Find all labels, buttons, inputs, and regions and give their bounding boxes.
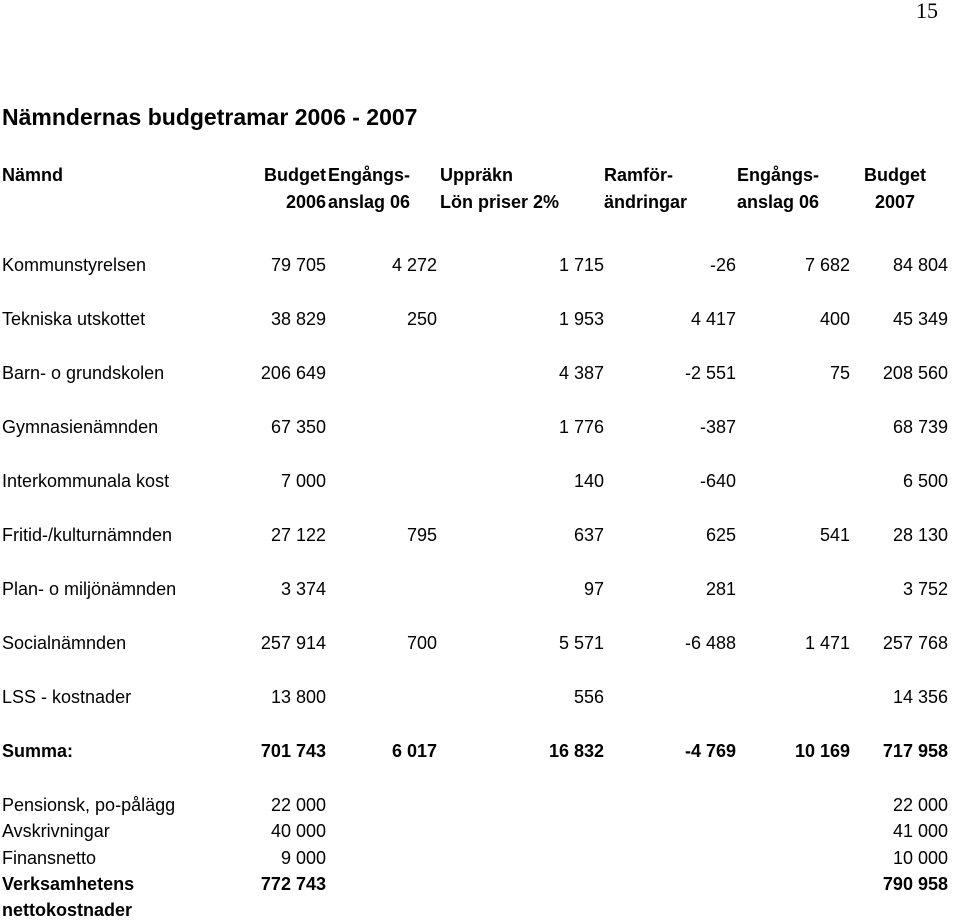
summa-row [0,740,960,762]
header-budget-2006: Budget 2006 [264,165,326,212]
budget-2007-value: 10 000 [892,848,948,868]
upprakning-value: 556 [573,687,604,707]
summa-ramforandring: -4 769 [684,741,736,761]
budget-2007-value: 3 752 [902,579,948,599]
budget-2006-value: 79 705 [270,255,326,275]
budget-2007-value: 257 768 [882,633,948,653]
table-row [0,578,960,600]
table-row [0,362,960,384]
row-name: Barn- o grundskolen [2,363,165,383]
summa-engangsanslag-2: 10 169 [794,741,850,761]
budget-2006-value: 13 800 [270,687,326,707]
verksamhet-budget-2007: 790 958 [882,874,948,894]
summa-engangsanslag: 6 017 [391,741,437,761]
budget-2007-value: 68 739 [892,417,948,437]
engangsanslag-value: 4 272 [391,255,437,275]
verksamhet-label-line2: nettokostnader [2,900,133,920]
upprakning-value: 140 [573,471,604,491]
verksamhet-row-line2 [0,899,960,921]
header-ramforandringar: Ramför- ändringar [604,165,688,212]
summa-budget-2006: 701 743 [260,741,326,761]
budget-2007-value: 41 000 [892,821,948,841]
table-row [0,416,960,438]
engangsanslag-value: 700 [406,633,437,653]
verksamhet-row [0,873,960,895]
budget-2006-value: 67 350 [270,417,326,437]
upprakning-value: 97 [583,579,604,599]
row-name: Kommunstyrelsen [2,255,147,275]
engangsanslag-value: 795 [406,525,437,545]
ramforandring-value: -2 551 [684,363,736,383]
row-name: Socialnämnden [2,633,127,653]
upprakning-value: 637 [573,525,604,545]
engangsanslag-2-value: 7 682 [804,255,850,275]
row-name: Gymnasienämnden [2,417,159,437]
verksamhet-budget-2006: 772 743 [260,874,326,894]
summa-label: Summa: [2,741,74,761]
budget-2006-value: 27 122 [270,525,326,545]
ramforandring-value: 281 [705,579,736,599]
summa-upprakning: 16 832 [548,741,604,761]
budget-2006-value: 38 829 [270,309,326,329]
header-namnd: Nämnd [2,165,64,185]
budget-2006-value: 22 000 [270,795,326,815]
page-title: Nämndernas budgetramar 2006 - 2007 [2,104,418,130]
summa-budget-2007: 717 958 [882,741,948,761]
budget-2007-value: 28 130 [892,525,948,545]
engangsanslag-value: 250 [406,309,437,329]
table-row [0,308,960,330]
row-name: LSS - kostnader [2,687,132,707]
upprakning-value: 4 387 [558,363,604,383]
page-number: 15 [916,0,938,23]
footer-row [0,820,960,842]
budget-2006-value: 40 000 [270,821,326,841]
footer-row [0,794,960,816]
budget-2006-value: 9 000 [280,848,326,868]
ramforandring-value: -640 [699,471,736,491]
ramforandring-value: 625 [705,525,736,545]
header-upprakn: Uppräkn Lön priser 2% [440,165,560,212]
table-row [0,470,960,492]
header-budget-2007: Budget 2007 [864,165,926,212]
budget-2006-value: 3 374 [280,579,326,599]
row-name: Tekniska utskottet [2,309,146,329]
upprakning-value: 1 715 [558,255,604,275]
engangsanslag-2-value: 1 471 [804,633,850,653]
row-name: Interkommunala kost [2,471,170,491]
upprakning-value: 1 776 [558,417,604,437]
table-row [0,632,960,654]
header-engangsanslag-06: Engångs- anslag 06 [328,165,411,212]
row-name: Fritid-/kulturnämnden [2,525,173,545]
table-row [0,686,960,708]
budget-2006-value: 257 914 [260,633,326,653]
engangsanslag-2-value: 75 [829,363,850,383]
budget-2007-value: 208 560 [882,363,948,383]
ramforandring-value: -387 [699,417,736,437]
budget-2007-value: 14 356 [892,687,948,707]
row-name: Plan- o miljönämnden [2,579,177,599]
upprakning-value: 1 953 [558,309,604,329]
budget-2007-value: 45 349 [892,309,948,329]
budget-2007-value: 6 500 [902,471,948,491]
row-name: Finansnetto [2,848,97,868]
table-row [0,524,960,546]
budget-2006-value: 206 649 [260,363,326,383]
header-engangsanslag-06-b: Engångs- anslag 06 [737,165,820,212]
upprakning-value: 5 571 [558,633,604,653]
ramforandring-value: -26 [709,255,736,275]
budget-2007-value: 84 804 [892,255,948,275]
table-row [0,254,960,276]
footer-row [0,847,960,869]
row-name: Pensionsk, po-pålägg [2,795,176,815]
budget-2006-value: 7 000 [280,471,326,491]
budget-2007-value: 22 000 [892,795,948,815]
ramforandring-value: -6 488 [684,633,736,653]
row-name: Avskrivningar [2,821,110,841]
ramforandring-value: 4 417 [690,309,736,329]
verksamhet-label: Verksamhetens [2,874,135,894]
engangsanslag-2-value: 541 [819,525,850,545]
engangsanslag-2-value: 400 [819,309,850,329]
